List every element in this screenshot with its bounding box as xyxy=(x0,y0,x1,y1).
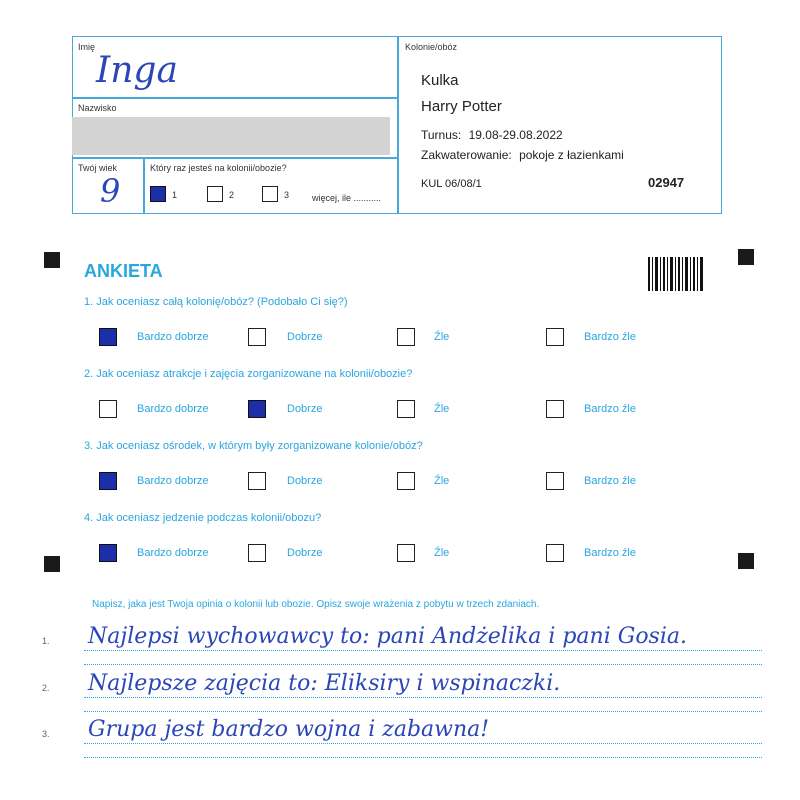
opinion-line-text: Grupa jest bardzo wojna i zabawna! xyxy=(88,717,490,742)
ktory-raz-checkbox-2[interactable] xyxy=(207,186,223,202)
question-4-option-label: Bardzo źle xyxy=(584,547,636,559)
kolonia-number: 02947 xyxy=(648,175,685,190)
opinion-line-number: 1. xyxy=(42,636,50,646)
header-divider-vertical xyxy=(397,36,399,214)
question-2-option-label: Bardzo źle xyxy=(584,403,636,415)
registration-marker-top-left xyxy=(44,252,60,268)
question-4-checkbox[interactable] xyxy=(397,544,415,562)
opinion-line-number: 2. xyxy=(42,683,50,693)
question-4-option-label: Źle xyxy=(434,547,450,559)
registration-marker-bottom-right xyxy=(738,553,754,569)
header-divider-2 xyxy=(72,157,398,159)
question-1-checkbox[interactable] xyxy=(397,328,415,346)
question-1-checkbox[interactable] xyxy=(99,328,117,346)
kolonie-label: Kolonie/obóz xyxy=(405,42,458,52)
question-2-checkbox[interactable] xyxy=(99,400,117,418)
question-1-checkbox[interactable] xyxy=(248,328,266,346)
opinion-prompt: Napisz, jaka jest Twoja opinia o kolonii lub obozie. Opisz swoje wrażenia z pobytu w trzech zdaniach. xyxy=(92,599,540,610)
question-2-option-label: Dobrze xyxy=(287,403,323,415)
question-3-checkbox[interactable] xyxy=(397,472,415,490)
turnus-value: 19.08-29.08.2022 xyxy=(468,128,563,142)
turnus-row xyxy=(421,128,563,142)
survey-title: ANKIETA xyxy=(84,261,163,281)
nazwisko-label: Nazwisko xyxy=(78,103,117,113)
question-2-checkbox[interactable] xyxy=(397,400,415,418)
imie-value: Inga xyxy=(96,50,178,91)
imie-label: Imię xyxy=(78,42,96,52)
nazwisko-redacted xyxy=(72,117,390,155)
wiek-value: 9 xyxy=(100,172,121,210)
question-2-checkbox[interactable] xyxy=(546,400,564,418)
zakwaterowanie-value: pokoje z łazienkami xyxy=(519,148,624,162)
header-divider-1 xyxy=(72,97,398,99)
question-1-option-label: Źle xyxy=(434,331,450,343)
opinion-line-text: Najlepsi wychowawcy to: pani Andżelika i pani Gosia. xyxy=(88,624,687,649)
turnus-label: Turnus: xyxy=(421,128,462,142)
question-1-text: 1. Jak oceniasz całą kolonię/obóz? (Podobało Ci się?) xyxy=(84,296,348,308)
question-3-option-label: Dobrze xyxy=(287,475,323,487)
ktory-raz-checkbox-1[interactable] xyxy=(150,186,166,202)
question-3-option-label: Bardzo źle xyxy=(584,475,636,487)
question-4-text: 4. Jak oceniasz jedzenie podczas kolonii/obozu? xyxy=(84,512,322,524)
ktory-raz-checkbox-3[interactable] xyxy=(262,186,278,202)
question-2-checkbox[interactable] xyxy=(248,400,266,418)
question-1-option-label: Bardzo źle xyxy=(584,331,636,343)
question-3-checkbox[interactable] xyxy=(99,472,117,490)
barcode-icon xyxy=(648,257,704,291)
wiek-label: Twój wiek xyxy=(78,163,118,173)
opinion-line-field[interactable] xyxy=(84,650,762,651)
opinion-line-guide xyxy=(84,711,762,712)
question-2-text: 2. Jak oceniasz atrakcje i zajęcia zorganizowane na kolonii/obozie? xyxy=(84,368,413,380)
question-4-checkbox[interactable] xyxy=(248,544,266,562)
opinion-line-guide xyxy=(84,664,762,665)
ktory-raz-label: Który raz jesteś na kolonii/obozie? xyxy=(150,163,287,173)
question-4-checkbox[interactable] xyxy=(99,544,117,562)
question-3-text: 3. Jak oceniasz ośrodek, w którym były zorganizowane kolonie/obóz? xyxy=(84,440,423,452)
question-3-option-label: Bardzo dobrze xyxy=(137,475,209,487)
registration-marker-top-right xyxy=(738,249,754,265)
kolonia-code: KUL 06/08/1 xyxy=(421,178,482,190)
question-4-option-label: Dobrze xyxy=(287,547,323,559)
question-3-checkbox[interactable] xyxy=(546,472,564,490)
question-4-option-label: Bardzo dobrze xyxy=(137,547,209,559)
question-4-checkbox[interactable] xyxy=(546,544,564,562)
ktory-raz-option-label: 1 xyxy=(172,190,178,200)
opinion-line-number: 3. xyxy=(42,729,50,739)
opinion-line-field[interactable] xyxy=(84,743,762,744)
kolonia-name: Kulka xyxy=(421,72,459,89)
registration-marker-bottom-left xyxy=(44,556,60,572)
zakwaterowanie-row xyxy=(421,148,624,162)
question-1-option-label: Bardzo dobrze xyxy=(137,331,209,343)
question-1-option-label: Dobrze xyxy=(287,331,323,343)
ktory-raz-option-label: 2 xyxy=(229,190,235,200)
opinion-line-text: Najlepsze zajęcia to: Eliksiry i wspinaczki. xyxy=(88,671,561,696)
question-2-option-label: Bardzo dobrze xyxy=(137,403,209,415)
question-2-option-label: Źle xyxy=(434,403,450,415)
ktory-raz-option-label: 3 xyxy=(284,190,290,200)
wiecej-label: więcej, ile ........... xyxy=(312,193,382,203)
opinion-line-field[interactable] xyxy=(84,697,762,698)
opinion-line-guide xyxy=(84,757,762,758)
question-3-option-label: Źle xyxy=(434,475,450,487)
zakwaterowanie-label: Zakwaterowanie: xyxy=(421,148,512,162)
header-divider-age xyxy=(143,157,145,214)
kolonia-theme: Harry Potter xyxy=(421,98,502,115)
question-1-checkbox[interactable] xyxy=(546,328,564,346)
question-3-checkbox[interactable] xyxy=(248,472,266,490)
